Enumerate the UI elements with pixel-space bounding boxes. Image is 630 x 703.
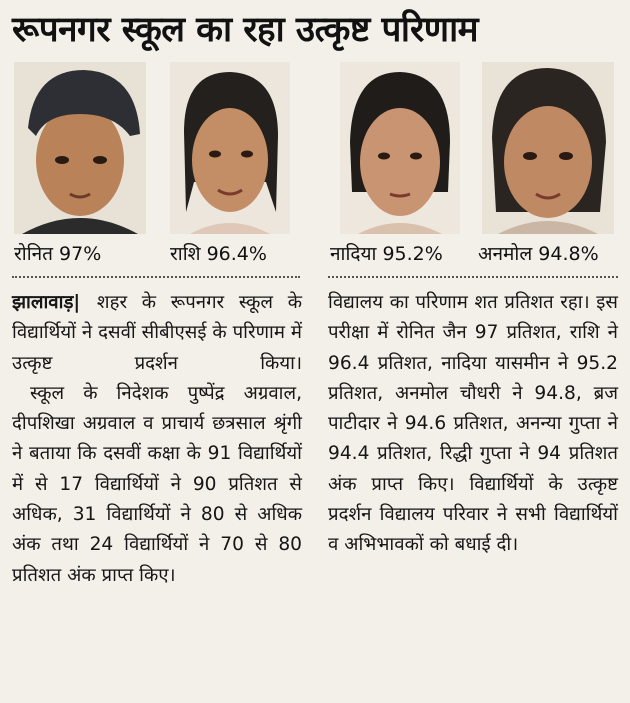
student-photo-1 (14, 62, 146, 234)
paragraph-text: शहर के रूपनगर स्कूल के विद्यार्थियों ने दसवीं सीबीएसई के परिणाम में उत्कृष्ट प्रदर्शन किया। (12, 292, 302, 374)
student-score: 96.4% (206, 243, 267, 265)
student-photo-4 (482, 62, 614, 234)
student-score: 97% (59, 243, 102, 265)
student-name: नादिया (330, 243, 377, 265)
divider-right (328, 276, 618, 278)
student-portrait-2 (170, 62, 290, 234)
article-column-left (12, 288, 302, 591)
student-name: रोनित (14, 243, 53, 265)
student-photo-3 (340, 62, 460, 234)
student-portrait-3 (340, 62, 460, 234)
headline: रूपनगर स्कूल का रहा उत्कृष्ट परिणाम (12, 10, 479, 50)
student-name: अनमोल (478, 243, 533, 265)
paragraph-text: विद्यालय का परिणाम शत प्रतिशत रहा। इस परीक्षा में रोनित जैन 97 प्रतिशत, राशि ने 96.4 प्रतिशत, नादिया यासमीन ने 95.2 प्रतिशत, अनमोल चौधरी ने 94.8, ब्रज पाटीदार ने 94.6 प्रतिशत, अनन्या गुप्ता ने 94.4 प्रतिशत, रिद्धी गुप्ता ने 94 प्रतिशत अंक प्राप्त किए। विद्यार्थियों के उत्कृष्ट प्रदर्शन विद्यालय परिवार ने सभी विद्यार्थियों व अभिभावकों को बधाई दी। (328, 292, 618, 556)
student-score: 95.2% (382, 243, 443, 265)
article-paragraph-3 (328, 288, 618, 561)
student-photo-2 (170, 62, 290, 234)
article-paragraph-1 (12, 288, 302, 379)
student-photos (0, 62, 630, 240)
student-caption-1 (14, 240, 101, 268)
student-portrait-4 (482, 62, 614, 234)
dateline: झालावाड़ (12, 292, 74, 313)
student-score: 94.8% (538, 243, 599, 265)
student-portrait-1 (14, 62, 146, 234)
divider-left (12, 276, 300, 278)
dateline-separator: | (73, 292, 81, 313)
student-name: राशि (170, 243, 201, 265)
article-column-right (328, 288, 618, 561)
article-paragraph-2 (12, 379, 302, 591)
paragraph-text: स्कूल के निदेशक पुष्पेंद्र अग्रवाल, दीपशिखा अग्रवाल व प्राचार्य छत्रसाल श्रृंगी ने बताया कि दसवीं कक्षा के 91 विद्यार्थियों में से 17 विद्यार्थियों ने 90 प्रतिशत से अधिक, 31 विद्यार्थियों ने 80 से अधिक अंक तथा 24 विद्यार्थियों ने 70 से 80 प्रतिशत अंक प्राप्त किए। (12, 382, 302, 586)
student-caption-3 (330, 240, 443, 268)
student-caption-4 (478, 240, 599, 268)
student-caption-2 (170, 240, 267, 268)
